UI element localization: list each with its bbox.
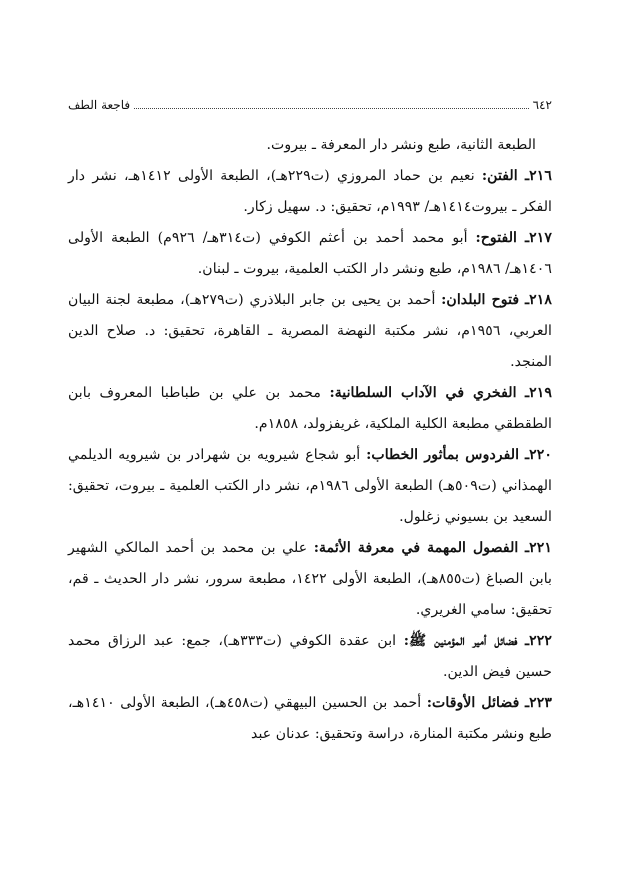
entry-title: الفتوح: bbox=[475, 230, 517, 246]
entry-title: فضائل أمير المؤمنين ﷺ: bbox=[403, 633, 518, 649]
entry-text: أحمد بن الحسين البيهقي (ت٤٥٨هـ)، الطبعة الأولى ١٤١٠هـ، طبع ونشر مكتبة المنارة، دراسة وتحقيق: عدنان عبد bbox=[68, 695, 552, 742]
entry-text: أحمد بن يحيى بن جابر البلاذري (ت٢٧٩هـ)، مطبعة لجنة البيان العربي، ١٩٥٦م، نشر مكتبة النهضة المصرية ـ القاهرة، تحقيق: د. صلاح الدين المنجد. bbox=[68, 292, 552, 370]
entry-text: نعيم بن حماد المروزي (ت٢٢٩هـ)، الطبعة الأولى ١٤١٢هـ، نشر دار الفكر ـ بيروت١٤١٤هـ/ ١٩٩٣م، تحقيق: د. سهيل زكار. bbox=[68, 168, 552, 215]
entry-title: الفتن: bbox=[481, 168, 518, 184]
bibliography-entry bbox=[68, 223, 552, 285]
entry-number: ٢١٨ـ bbox=[524, 292, 552, 308]
entry-number: ٢١٩ـ bbox=[524, 385, 552, 401]
book-title: فاجعة الطف bbox=[68, 98, 131, 112]
header-dotted-leader bbox=[134, 108, 529, 109]
entry-text: علي بن محمد بن أحمد المالكي الشهير بابن الصباغ (ت٨٥٥هـ)، الطبعة الأولى ١٤٢٢، مطبعة سرور، نشر دار الحديث ـ قم، تحقيق: سامي الغريري. bbox=[68, 540, 552, 618]
entry-title: فضائل الأوقات: bbox=[426, 695, 520, 711]
entry-number: ٢١٧ـ bbox=[524, 230, 552, 246]
entry-text: أبو محمد أحمد بن أعثم الكوفي (ت٣١٤هـ/ ٩٢٦م) الطبعة الأولى ١٤٠٦هـ/ ١٩٨٦م، طبع ونشر دار الكتب العلمية، بيروت ـ لبنان. bbox=[68, 230, 552, 277]
continuation-text: الطبعة الثانية، طبع ونشر دار المعرفة ـ بيروت. bbox=[266, 137, 536, 153]
entry-title: الفخري في الآداب السلطانية: bbox=[329, 385, 517, 401]
bibliography-entry bbox=[68, 285, 552, 378]
bibliography-entry bbox=[68, 161, 552, 223]
bibliography-list bbox=[68, 130, 552, 750]
entry-title: فتوح البلدان: bbox=[441, 292, 520, 308]
entry-text: محمد بن علي بن طباطبا المعروف بابن الطقطقي مطبعة الكلية الملكية، غريفزولد، ١٨٥٨م. bbox=[68, 385, 552, 432]
entry-number: ٢٢٣ـ bbox=[524, 695, 553, 711]
bibliography-entry bbox=[68, 440, 552, 533]
entry-text: ابن عقدة الكوفي (ت٣٣٣هـ)، جمع: عبد الرزاق محمد حسين فيض الدين. bbox=[68, 633, 552, 680]
bibliography-entry bbox=[68, 688, 552, 750]
entry-text: أبو شجاع شيرويه بن شهرادر بن شيرويه الديلمي الهمذاني (ت٥٠٩هـ) الطبعة الأولى ١٩٨٦م، نشر دار الكتب العلمية ـ بيروت، تحقيق: السعيد بن بسيوني زغلول. bbox=[68, 447, 552, 525]
entry-title: الفردوس بمأثور الخطاب: bbox=[366, 447, 520, 463]
bibliography-entry bbox=[68, 378, 552, 440]
entry-title: الفصول المهمة في معرفة الأئمة: bbox=[313, 540, 519, 556]
bibliography-entry bbox=[68, 533, 552, 626]
running-header bbox=[68, 98, 552, 112]
bibliography-entry bbox=[68, 626, 552, 688]
entry-number: ٢٢٢ـ bbox=[524, 633, 553, 649]
entry-number: ٢٢٠ـ bbox=[524, 447, 552, 463]
page-number: ٦٤٢ bbox=[532, 98, 552, 112]
entry-number: ٢٢١ـ bbox=[524, 540, 553, 556]
entry-number: ٢١٦ـ bbox=[524, 168, 552, 184]
